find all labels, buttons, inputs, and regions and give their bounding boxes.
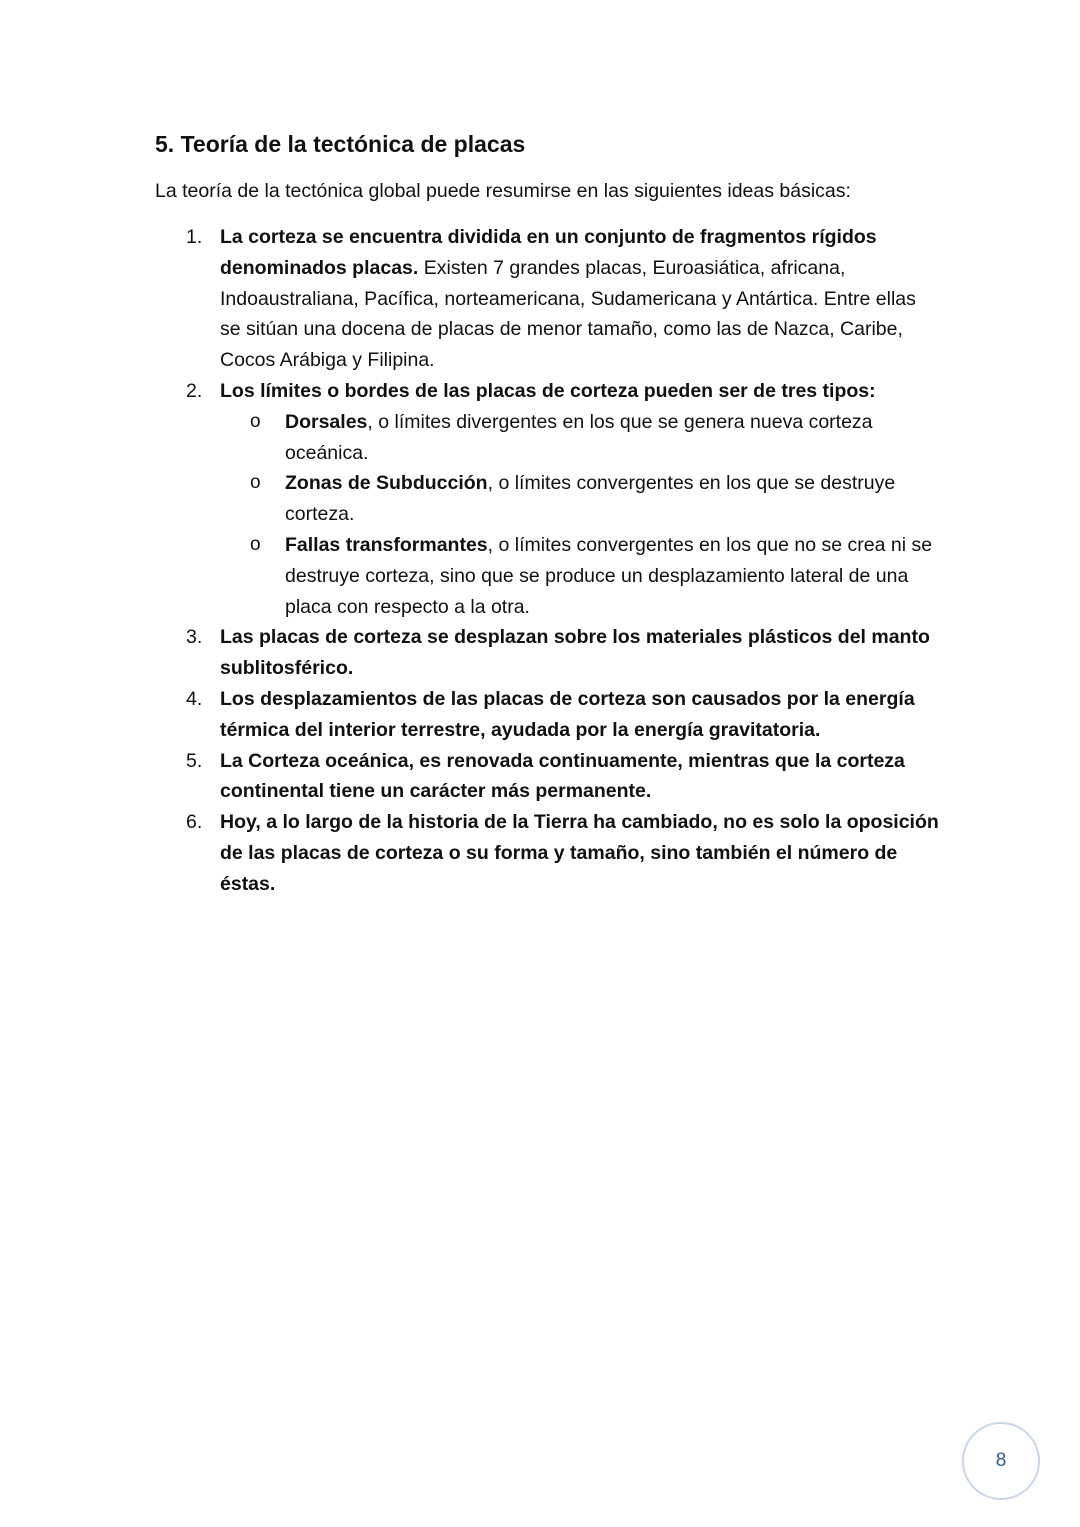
list-item-bold: La Corteza oceánica, es renovada continuamente, mientras que la corteza continental tiene un carácter más permanente. xyxy=(220,749,905,803)
intro-paragraph: La teoría de la tectónica global puede resumirse en las siguientes ideas básicas: xyxy=(155,180,851,202)
list-item xyxy=(0,684,940,746)
sub-item-bold: Fallas transformantes xyxy=(285,533,488,556)
sub-item-bold: Dorsales xyxy=(285,410,368,433)
sub-item-text: , o límites divergentes en los que se genera nueva corteza oceánica. xyxy=(285,410,873,464)
sub-list-item xyxy=(0,530,940,622)
sub-list-item xyxy=(0,407,940,469)
sub-item-bold: Zonas de Subducción xyxy=(285,472,488,495)
bullet-circle-icon: o xyxy=(250,472,261,494)
list-item xyxy=(0,376,940,407)
list-number: 2. xyxy=(186,379,203,402)
list-item xyxy=(0,746,940,808)
bullet-circle-icon: o xyxy=(250,410,261,432)
list-item xyxy=(0,807,940,899)
sub-list-item xyxy=(0,468,940,530)
list-item-bold: Las placas de corteza se desplazan sobre los materiales plásticos del manto sublitosférico. xyxy=(220,626,930,680)
bullet-circle-icon: o xyxy=(250,533,261,555)
list-number: 5. xyxy=(186,749,203,772)
section-heading: 5. Teoría de la tectónica de placas xyxy=(155,131,526,157)
list-item-bold: La corteza se encuentra dividida en un conjunto de fragmentos rígidos denominados placas. xyxy=(220,226,877,279)
page-number-badge: 8 xyxy=(962,1422,1040,1500)
list-item-bold: Los límites o bordes de las placas de corteza pueden ser de tres tipos: xyxy=(220,379,876,402)
list-number: 1. xyxy=(186,226,203,248)
sub-item-text: , o límites convergentes en los que no se crea ni se destruye corteza, sino que se produce un desplazamiento lateral de una placa con respecto a la otra. xyxy=(285,533,933,618)
list-number: 4. xyxy=(186,687,203,710)
list-item-bold: Los desplazamientos de las placas de corteza son causados por la energía térmica del interior terrestre, ayudada por la energía gravitatoria. xyxy=(220,687,915,741)
list-item-bold: Hoy, a lo largo de la historia de la Tierra ha cambiado, no es solo la oposición de las placas de corteza o su forma y tamaño, sino también el número de éstas. xyxy=(220,811,939,895)
list-number: 3. xyxy=(186,626,203,649)
sub-item-text: , o límites convergentes en los que se destruye corteza. xyxy=(285,472,896,526)
list-item-text: Existen 7 grandes placas, Euroasiática, africana, Indoaustraliana, Pacífica, norteamericana, Sudamericana y Antártica. Entre ellas se sitúan una docena de placas de menor tamaño, como las de Nazca, Caribe, Cocos Arábiga y Filipina. xyxy=(220,256,916,372)
ideas-list xyxy=(0,222,1080,900)
list-item xyxy=(0,622,940,684)
list-number: 6. xyxy=(186,811,203,834)
list-item xyxy=(0,222,940,376)
